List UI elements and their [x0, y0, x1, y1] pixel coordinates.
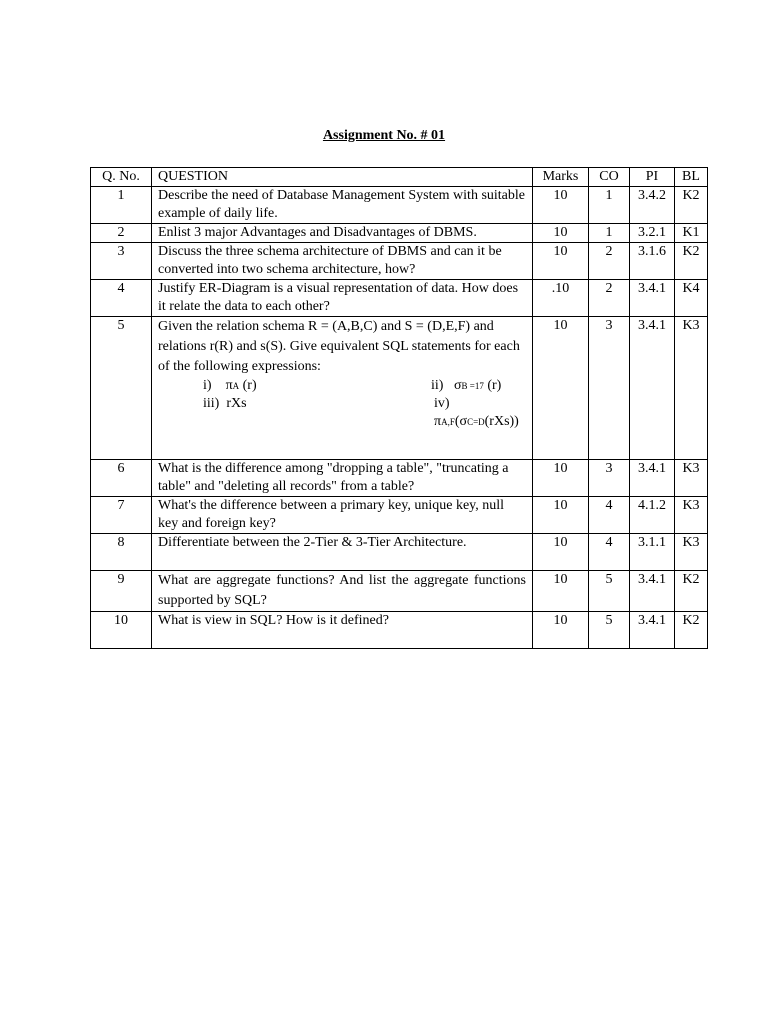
qno-cell: 4	[91, 280, 152, 317]
question-text: What is view in SQL? How is it defined?	[158, 613, 389, 628]
co-cell: 3	[589, 460, 630, 497]
bl-cell: K4	[675, 280, 708, 317]
qno-cell: 9	[91, 571, 152, 612]
marks-cell: 10	[533, 187, 589, 224]
pi-cell: 3.4.2	[630, 187, 675, 224]
qno-cell: 6	[91, 460, 152, 497]
header-question: QUESTION	[152, 168, 533, 187]
table-row	[91, 224, 708, 243]
marks-cell: 10	[533, 224, 589, 243]
pi-cell: 3.4.1	[630, 460, 675, 497]
bl-cell: K3	[675, 534, 708, 571]
qno-cell: 3	[91, 243, 152, 280]
marks-cell: 10	[533, 534, 589, 571]
bl-cell: K2	[675, 612, 708, 649]
co-cell: 1	[589, 224, 630, 243]
expression-1: i) πA (r)	[203, 378, 257, 393]
co-cell: 1	[589, 187, 630, 224]
expression-4: iv) πA,F(σC=D(rXs))	[434, 396, 519, 429]
question-cell	[152, 317, 533, 460]
pi-cell: 3.4.1	[630, 317, 675, 460]
pi-cell: 3.4.1	[630, 280, 675, 317]
marks-cell: 10	[533, 497, 589, 534]
table-row	[91, 187, 708, 224]
bl-cell: K3	[675, 317, 708, 460]
question-cell	[152, 534, 533, 571]
expression-2: ii) σB =17 (r)	[431, 378, 502, 393]
pi-cell: 3.4.1	[630, 571, 675, 612]
header-marks: Marks	[533, 168, 589, 187]
question-cell: What are aggregate functions? And list the aggregate functions supported by SQL?	[152, 571, 533, 612]
question-cell: Discuss the three schema architecture of DBMS and can it be converted into two schema architecture, how?	[152, 243, 533, 280]
co-cell: 4	[589, 497, 630, 534]
marks-cell: 10	[533, 571, 589, 612]
marks-cell: 10	[533, 317, 589, 460]
marks-cell: 10	[533, 460, 589, 497]
table-row	[91, 317, 708, 460]
table-header-row	[91, 168, 708, 187]
marks-cell: .10	[533, 280, 589, 317]
marks-cell: 10	[533, 243, 589, 280]
header-bl: BL	[675, 168, 708, 187]
question-cell: What's the difference between a primary key, unique key, null key and foreign key?	[152, 497, 533, 534]
question-text: Differentiate between the 2-Tier & 3-Tier Architecture.	[158, 535, 467, 550]
question-cell: Describe the need of Database Management System with suitable example of daily life.	[152, 187, 533, 224]
co-cell: 3	[589, 317, 630, 460]
co-cell: 2	[589, 243, 630, 280]
question-cell: Justify ER-Diagram is a visual representation of data. How does it relate the data to each other?	[152, 280, 533, 317]
pi-cell: 3.2.1	[630, 224, 675, 243]
question-text: Given the relation schema R = (A,B,C) and S = (D,E,F) and relations r(R) and s(S). Give equivalent SQL statements for each of the following expressions:	[158, 319, 520, 374]
qno-cell: 8	[91, 534, 152, 571]
bl-cell: K2	[675, 243, 708, 280]
marks-cell: 10	[533, 612, 589, 649]
question-cell	[152, 612, 533, 649]
table-row	[91, 571, 708, 612]
bl-cell: K3	[675, 460, 708, 497]
qno-cell: 1	[91, 187, 152, 224]
table-row	[91, 243, 708, 280]
qno-cell: 7	[91, 497, 152, 534]
header-qno: Q. No.	[91, 168, 152, 187]
expression-3: iii) rXs	[203, 396, 247, 411]
table-row	[91, 534, 708, 571]
table-row	[91, 497, 708, 534]
header-co: CO	[589, 168, 630, 187]
qno-cell: 2	[91, 224, 152, 243]
question-cell: Enlist 3 major Advantages and Disadvantages of DBMS.	[152, 224, 533, 243]
question-cell: What is the difference among "dropping a table", "truncating a table" and "deleting all records" from a table?	[152, 460, 533, 497]
pi-cell: 3.4.1	[630, 612, 675, 649]
assignment-title: Assignment No. # 01	[322, 128, 446, 143]
bl-cell: K1	[675, 224, 708, 243]
table-row	[91, 280, 708, 317]
co-cell: 5	[589, 571, 630, 612]
row-spacer	[158, 552, 526, 570]
table-row	[91, 612, 708, 649]
pi-cell: 3.1.6	[630, 243, 675, 280]
qno-cell: 10	[91, 612, 152, 649]
expression-list	[158, 377, 526, 431]
table-row	[91, 460, 708, 497]
bl-cell: K3	[675, 497, 708, 534]
bl-cell: K2	[675, 187, 708, 224]
pi-cell: 4.1.2	[630, 497, 675, 534]
qno-cell: 5	[91, 317, 152, 460]
co-cell: 2	[589, 280, 630, 317]
co-cell: 4	[589, 534, 630, 571]
row-spacer	[158, 630, 526, 648]
bl-cell: K2	[675, 571, 708, 612]
pi-cell: 3.1.1	[630, 534, 675, 571]
co-cell: 5	[589, 612, 630, 649]
question-table	[90, 167, 708, 649]
header-pi: PI	[630, 168, 675, 187]
